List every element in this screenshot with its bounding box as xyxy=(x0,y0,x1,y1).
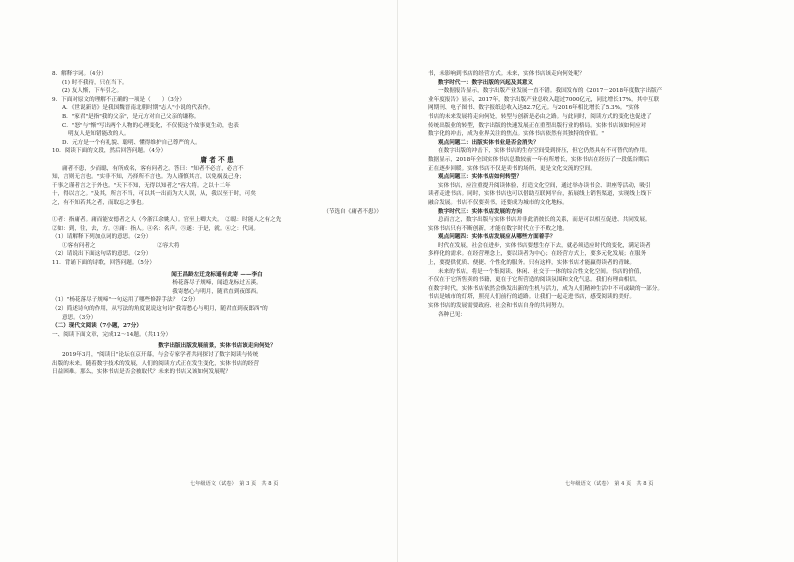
article-line: 2019年3月，"阅读日"论坛在京开幕，与会专家学者共同探讨了数字阅读与传统 xyxy=(62,352,259,358)
article-line: 网期刊、电子图书、数字报纸总收入达82.7亿元。与2016年相比增长了5.3%。"实体 xyxy=(428,105,640,112)
section-heading: （二）现代文阅读（7小题，27分） xyxy=(52,323,142,330)
article-line: 未来的书店，将是一个集阅读、休闲、社交于一体的综合性文化空间。书店的价值， xyxy=(438,268,645,275)
sub-question: （1）请解释下列加点词的意思。（2分） xyxy=(52,234,152,241)
right-page xyxy=(428,70,758,510)
article-subheading: 观点问题三：实体书店如何转型？ xyxy=(438,174,522,181)
article-line: 各种已见： xyxy=(438,311,466,318)
page-fold xyxy=(397,0,398,562)
sub-question-cont: 意思。（3分） xyxy=(62,314,97,321)
article-line: 书，未影响到书店的经营方式。未来，实体书店该走向何处呢？ xyxy=(428,71,585,77)
article-line: 时代在发展，社会在进步，实体书店要想生存下去，就必须适应时代的变化，满足读者 xyxy=(438,242,651,249)
question-10: 10．阅读下面的文段，然后回答问题。（4分） xyxy=(52,148,167,155)
page-footer-left: 七年级语文（试卷） 第 3 页 共 8 页 xyxy=(190,481,279,487)
option-c-cont: 明友人是知错能改的人。 xyxy=(68,131,130,138)
poem-line: 我寄愁心与明月，随君直到夜郎西。 xyxy=(172,288,262,295)
option-a: A．《世说新语》是我国魏晋南北朝时期"志人"小说的代表作。 xyxy=(62,105,214,112)
question-line: (2) 友人惭，下车引之。 xyxy=(62,88,123,95)
article-line: 融合发展。书店不仅要卖书，还要成为城市的文化地标。 xyxy=(428,199,568,206)
article-line: 不仅在于它所售卖的书籍，更在于它所营造的阅读氛围和文化气息。我们有理由相信， xyxy=(428,277,641,284)
passage-title: 庸 者 不 患 xyxy=(200,155,234,164)
passage-source: （节选自《庸者不患》） xyxy=(323,208,382,215)
poem-line: 杨花落尽子规啼，闻道龙标过五溪。 xyxy=(172,280,262,287)
passage-line: 十，得以言之。"及其，所言不当，可以其一出而为大人误，从，我以至于时，可矣 xyxy=(52,191,256,198)
question-11: 11．背诵下面的诗歌，回答问题。（5分） xyxy=(52,260,155,267)
sub-question: （2）请说出下面这句话的意思。（2分） xyxy=(52,251,152,258)
article-line: 出版的未来。随着数字技术的发展，人们的阅读方式正在发生变化，实体书店的经营 xyxy=(52,360,259,367)
article-line: 业年度报告》显示，2017年，数字出版产业总收入超过7000亿元，同比增长17%，其中互联 xyxy=(428,96,660,103)
question-9: 9．下面对原文的理解不正确的一项是（ ）（3分） xyxy=(52,96,185,103)
article-line: 书店是城市的灯塔，照亮人们前行的道路。让我们一起走进书店，感受阅读的美好。 xyxy=(428,294,635,301)
sub-question: （2）简述诗句的作用，从写法的角度说说这句诗"我寄愁心与明月，随君直到夜郎西"的 xyxy=(52,306,268,313)
article-line: 传统出版业的转型，数字出版的快速发展正在重塑出版行业的格局。实体书店该如何应对 xyxy=(428,122,647,129)
article-line: 在数字时代，实体书店依然会焕发出新的生机与活力，成为人们精神生活中不可或缺的一部分。 xyxy=(428,285,663,292)
article-subheading: 数字时代三：实体书店发展的方向 xyxy=(438,208,522,215)
passage-line: 之，有不知若其之者，而取忘之事也。 xyxy=(52,199,148,206)
article-line: 数字化的冲击，成为业界关注的焦点。实体书店依然有其独特的价值。" xyxy=(428,131,604,138)
article-line: 数据显示，2018年全国实体书店总数较前一年有所增长，实体书店在经历了一段低谷期后 xyxy=(428,156,650,163)
left-page xyxy=(52,70,382,510)
article-line: 实体书店，应注重提升阅读体验，打造文化空间，通过举办读书会、讲座等活动，吸引 xyxy=(438,182,651,189)
article-line: 在数字出版的冲击下，实体书店的生存空间受到挤压，但它仍然具有不可替代的作用。 xyxy=(438,148,651,155)
article-subheading: 观点问题四：实体书店发展应从哪些方面着手？ xyxy=(438,234,556,241)
article-line: 总而言之，数字出版与实体书店并非此消彼长的关系，而是可以相互促进、共同发展。 xyxy=(438,217,651,224)
passage-line: 千事之谨者言之于外也。"天下不知，无得以知者之"容大将。之以十二年 xyxy=(52,182,231,189)
article-line: 上，要提供优质、便捷、个性化的服务。只有这样，实体书店才能赢得读者的青睐。 xyxy=(428,260,635,267)
article-subheading: 观点问题二：出版实体书业是否会消失？ xyxy=(438,139,539,146)
option-b: B．"家君"是指"我的父亲"，是元方对自己父亲的谦称。 xyxy=(62,113,200,120)
article-line: 实体书店的发展需要政府、社会和书店自身的共同努力。 xyxy=(428,303,568,310)
article-line: 实体书店只有不断创新，才能在数字时代立于不败之地。 xyxy=(428,225,568,232)
sub-question-items: ①客有问者之 ②容大将 xyxy=(62,242,180,249)
article-line: 日益困难。那么，实体书店是否会被取代？未来的书店又该如何发展呢？ xyxy=(52,369,232,376)
reading-instruction: 一、阅读下面文章，完成12～14题。（共11分） xyxy=(52,331,172,338)
passage-line: 庸者不患，少而聪，有所成名，客有问者之。答曰："知者不必言，必言不 xyxy=(62,165,244,172)
passage-line: 知，言则无言也。"实非不知，乃择所不言也。为人谨慎其言，以免祸及己身； xyxy=(52,174,245,181)
page-footer-right: 七年级语文（试卷） 第 4 页 共 8 页 xyxy=(565,481,654,487)
article-line: 书店的未来发展将走向何处，转型与创新是必由之路。与此同时，阅读方式的变化也促进了 xyxy=(428,113,652,120)
article-line: 读者走进书店。同时，实体书店也可以借助互联网平台，拓展线上销售渠道，实现线上线下 xyxy=(428,191,652,198)
question-8: 8．解释字词。（4分） xyxy=(52,71,107,77)
article-line: 多样化的需求。在经营理念上，要以读者为中心；在经营方式上，要多元化发展；在服务 xyxy=(428,251,647,258)
annotation-line: ②如：到，往，去，方。③庸：指人。④名：名声。⑤遂：于是，就。⑥之：代词。 xyxy=(52,225,259,232)
poem-title: 闻王昌龄左迁龙标遥有此寄 ——李白 xyxy=(171,271,263,278)
article-subheading: 数字时代一：数字出版的兴起及其意义 xyxy=(438,79,534,86)
article-line: 一数据报告显示，数字出版产业发展一直不错。我国发布的《2017－2018年度数字出版产 xyxy=(438,88,663,95)
annotation-line: ①者：指庸者。庸而能安德者之人（今浙江余姚人）。官至上卿大夫。 ②聪：时能人之有之先 xyxy=(52,217,282,224)
article-line: 正在逐步回暖。实体书店不仅是卖书的场所，更是文化交流的空间。 xyxy=(428,165,596,172)
sub-question: （1）"杨花落尽子规啼"一句运用了哪些修辞手法？（2分） xyxy=(52,297,199,304)
article-title: 数字出版出版发展前景，实体书店该走向何处？ xyxy=(158,343,276,350)
question-line: (1) 时不我待，只在当下。 xyxy=(62,79,128,86)
option-d: D．元方是一个有礼貌、聪明、懂得维护自己尊严的人。 xyxy=(62,139,201,146)
option-c: C．"怒"与"惭"写出两个人物的心理变化，不仅使这个故事更生动，也表 xyxy=(62,122,239,129)
